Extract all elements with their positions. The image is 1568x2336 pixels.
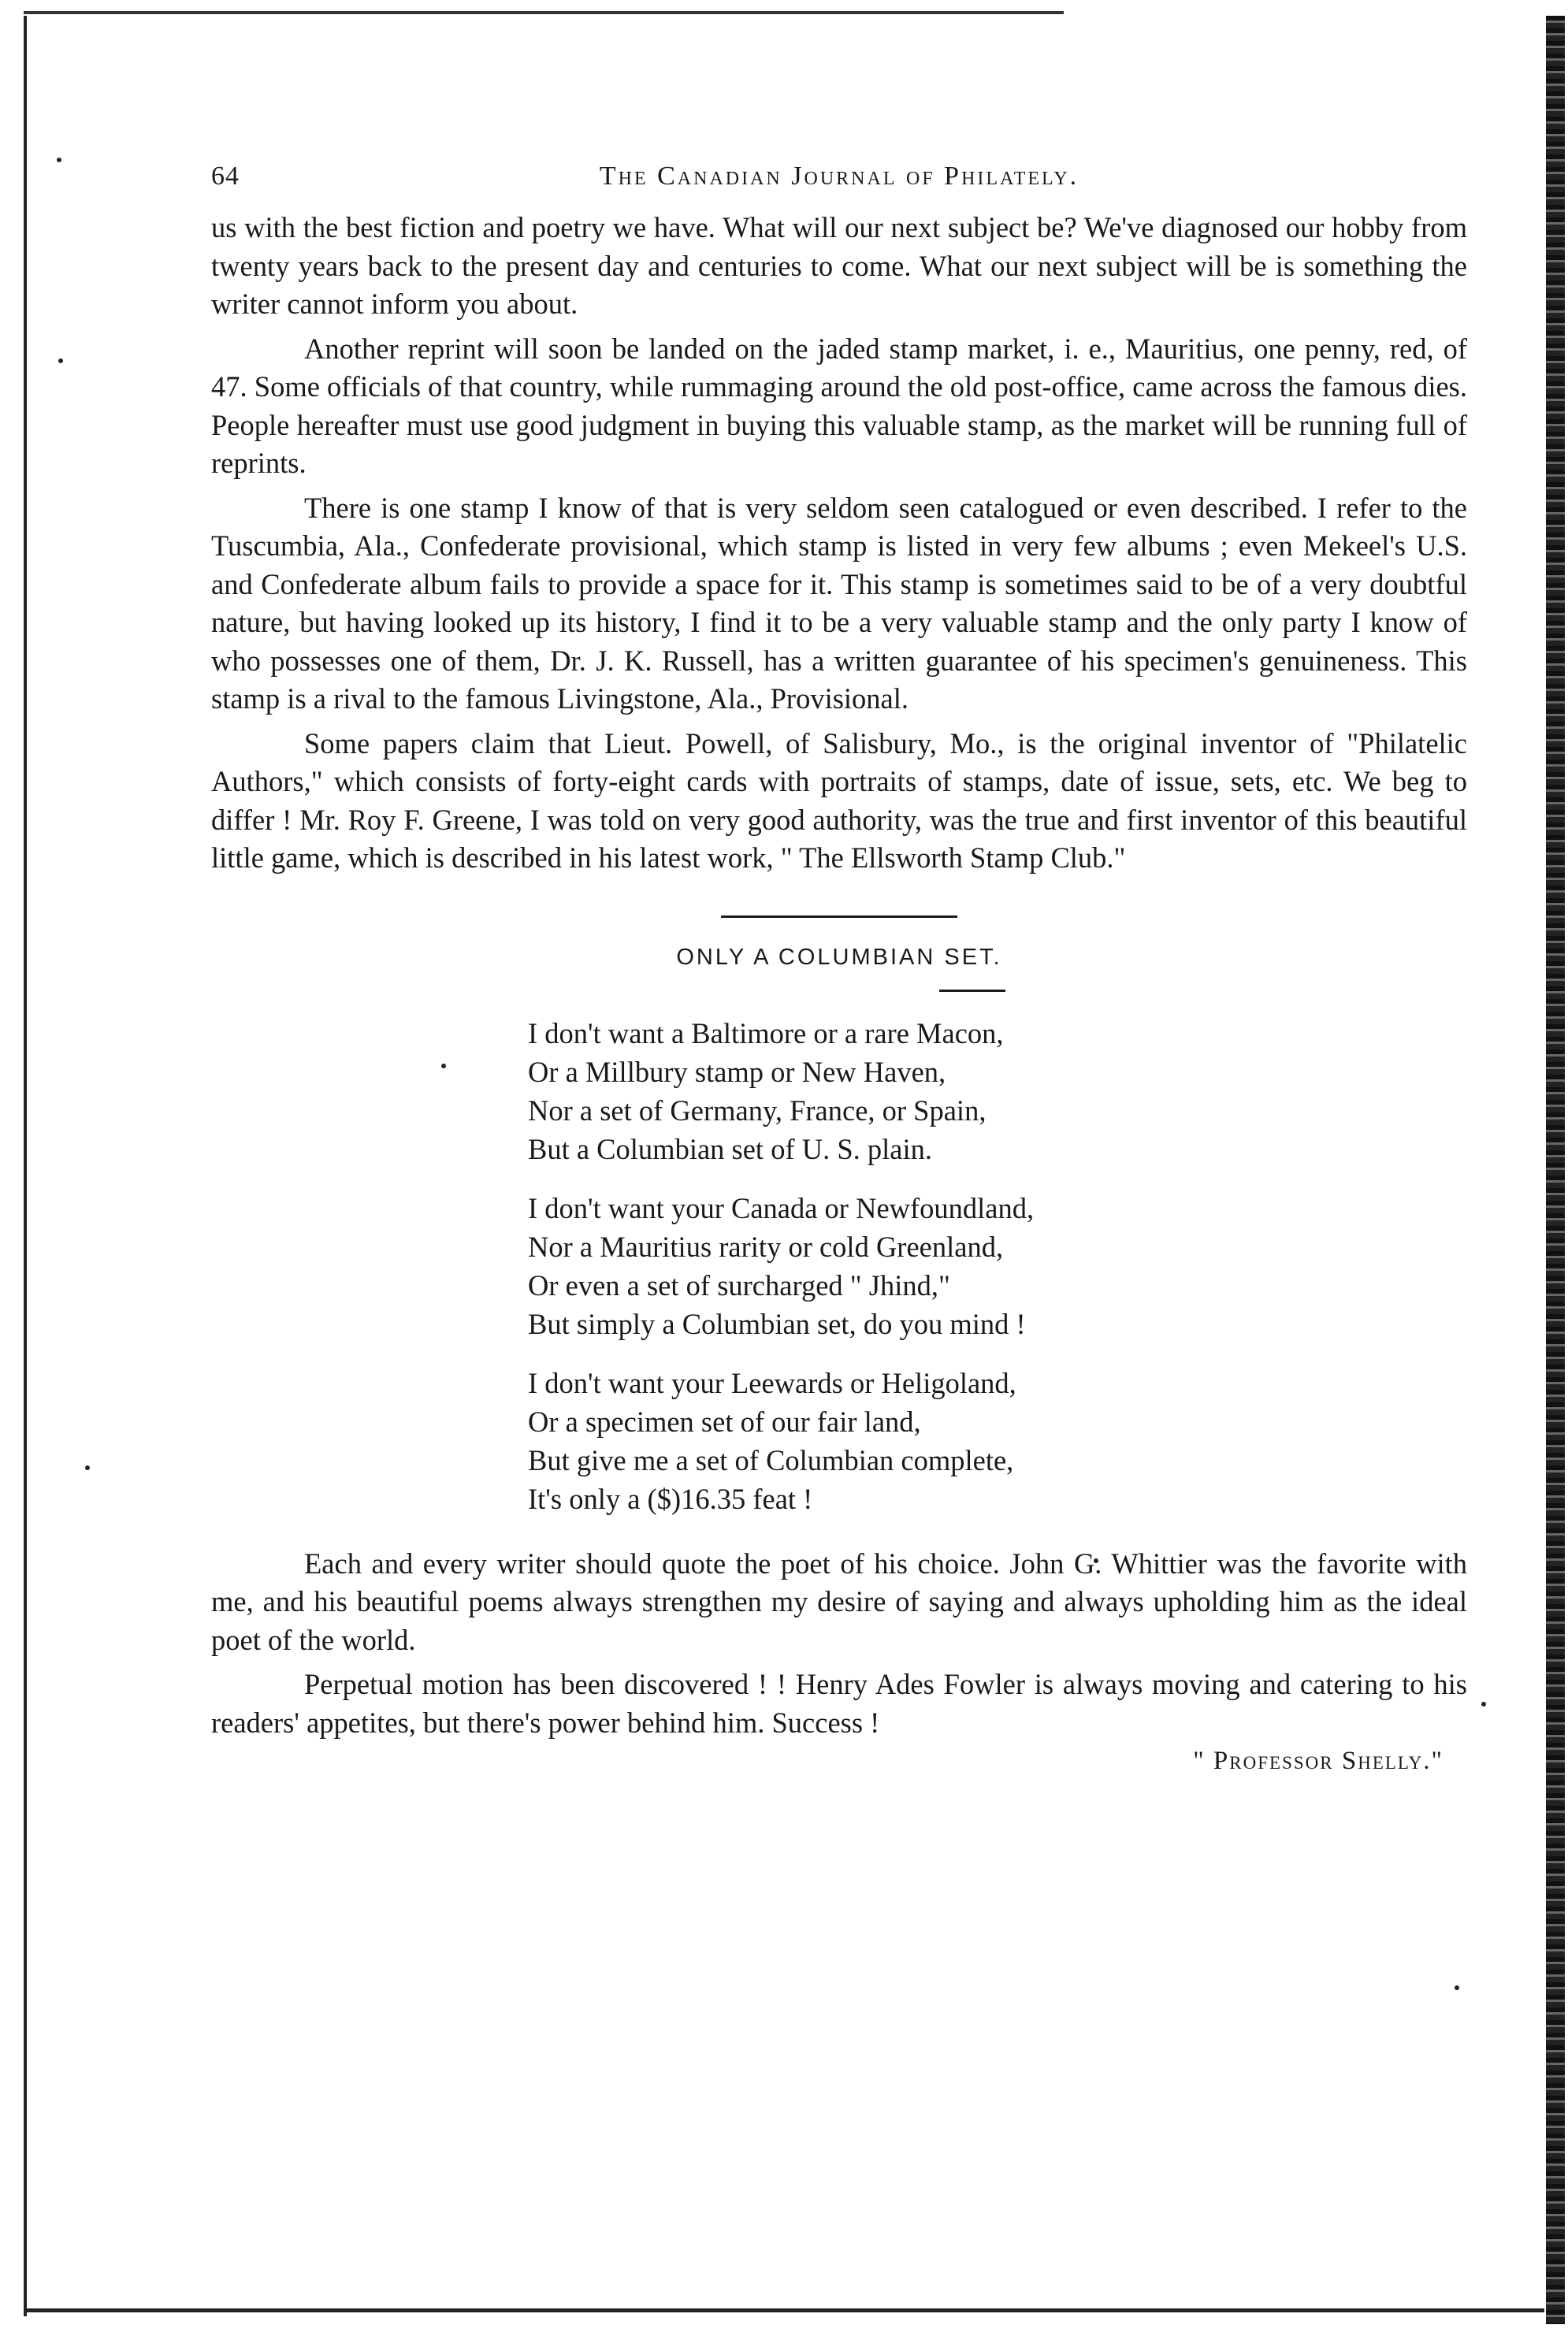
poem-line: I don't want your Leewards or Heligoland, bbox=[528, 1366, 1016, 1399]
poem-line: I don't want a Baltimore or a rare Macon, bbox=[528, 1016, 1004, 1049]
poem-stanza bbox=[528, 1014, 1467, 1168]
poem-line: Or even a set of surcharged " Jhind," bbox=[528, 1268, 950, 1302]
scan-speck bbox=[58, 358, 63, 363]
author-signature: " Professor Shelly." bbox=[1193, 1747, 1444, 1775]
paragraph: Perpetual motion has been discovered ! ! Henry Ades Fowler is always moving and catering to his readers' appetites, but there's power behind him. Success ! bbox=[211, 1668, 1467, 1739]
scan-border-top bbox=[24, 11, 1064, 14]
scan-speck bbox=[57, 158, 61, 162]
scan-speck bbox=[1455, 1985, 1459, 1990]
paragraph: Some papers claim that Lieut. Powell, of Salisbury, Mo., is the original inventor of "Philatelic Authors," which consists of forty-eight cards with portraits of stamps, date of issue, sets, etc. We beg to differ ! Mr. Roy F. Greene, I was told on very good authority, was the true and first inventor of this beautiful little game, which is described in his latest work, " The Ellsworth Stamp Club." bbox=[211, 726, 1467, 874]
poem-line: But a Columbian set of U. S. plain. bbox=[528, 1132, 932, 1165]
journal-title: The Canadian Journal of Philately. bbox=[599, 162, 1079, 191]
paragraph: Another reprint will soon be landed on the jaded stamp market, i. e., Mauritius, one penny, red, of 47. Some officials of that country, while rummaging around the old post-office, came across the famous dies. People hereafter must use good judgment in buying this valuable stamp, as the market will be running full of reprints. bbox=[211, 332, 1467, 479]
poem-line: It's only a ($)16.35 feat ! bbox=[528, 1482, 813, 1515]
paragraph: us with the best fiction and poetry we have. What will our next subject be? We've diagnosed our hobby from twenty years back to the present day and centuries to come. What our next subject will be is something the writer cannot inform you about. bbox=[211, 211, 1467, 320]
poem-line: But give me a set of Columbian complete, bbox=[528, 1443, 1014, 1476]
poem-line: Nor a set of Germany, France, or Spain, bbox=[528, 1094, 987, 1127]
scan-border-right bbox=[1546, 16, 1565, 2324]
poem-title-rule bbox=[939, 990, 1005, 992]
poem-stanza bbox=[528, 1364, 1467, 1518]
scan-border-left bbox=[24, 16, 27, 2316]
page-number: 64 bbox=[211, 162, 240, 191]
poem-line: I don't want your Canada or Newfoundland, bbox=[528, 1191, 1035, 1224]
journal-page bbox=[211, 162, 1467, 1776]
scan-border-bottom bbox=[24, 2308, 1544, 2312]
section-divider bbox=[721, 915, 957, 918]
poem-title: ONLY A COLUMBIAN SET. bbox=[676, 944, 1002, 970]
paragraph: Each and every writer should quote the poet of his choice. John G. Whittier was the favorite with me, and his beautiful poems always strengthen my desire of saying and always upholding him as the ideal poet of the world. bbox=[211, 1547, 1467, 1656]
running-head bbox=[211, 162, 1467, 209]
poem-line: Nor a Mauritius rarity or cold Greenland, bbox=[528, 1230, 1004, 1263]
paragraph: There is one stamp I know of that is very seldom seen catalogued or even described. I refer to the Tuscumbia, Ala., Confederate provisional, which stamp is listed in very few albums ; even Mekeel's U.S. and Confederate album fails to provide a space for it. This stamp is sometimes said to be of a very doubtful nature, but having looked up its history, I find it to be a very valuable stamp and the only party I know of who possesses one of them, Dr. J. K. Russell, has a written guarantee of his specimen's genuineness. This stamp is a rival to the famous Livingstone, Ala., Provisional. bbox=[211, 491, 1467, 715]
poem-line: Or a Millbury stamp or New Haven, bbox=[528, 1055, 946, 1088]
poem-line: Or a specimen set of our fair land, bbox=[528, 1405, 921, 1438]
scan-speck bbox=[1481, 1702, 1486, 1707]
poem-stanza bbox=[528, 1189, 1467, 1343]
scan-speck bbox=[85, 1465, 90, 1470]
poem-line: But simply a Columbian set, do you mind ! bbox=[528, 1307, 1026, 1340]
